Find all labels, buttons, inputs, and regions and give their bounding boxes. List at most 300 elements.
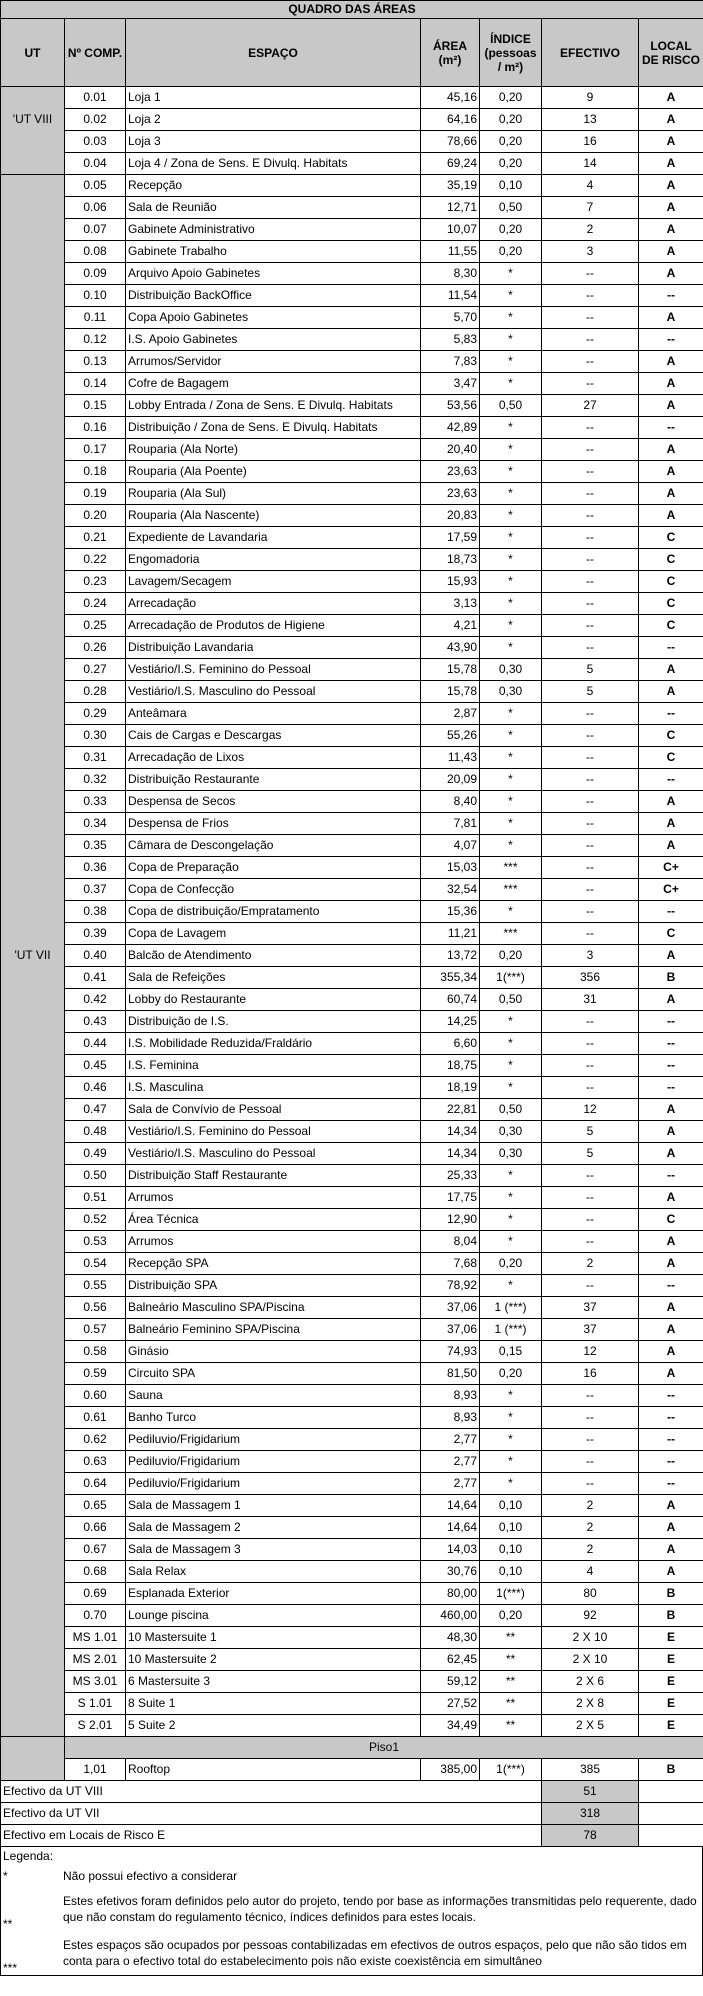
table-row bbox=[1, 571, 703, 593]
area-cell: 5,83 bbox=[421, 329, 480, 351]
efectivo-cell: -- bbox=[542, 505, 639, 527]
comp-cell: 0.35 bbox=[65, 835, 126, 857]
ut-cell bbox=[1, 219, 65, 241]
header-area: ÁREA (m²) bbox=[421, 19, 480, 87]
ut-cell: 'UT VII bbox=[1, 945, 65, 967]
efectivo-cell: 31 bbox=[542, 989, 639, 1011]
risco-cell: A bbox=[639, 439, 703, 461]
indice-cell: * bbox=[480, 1451, 542, 1473]
table-row bbox=[1, 483, 703, 505]
ut-cell bbox=[1, 923, 65, 945]
efectivo-cell: 2 bbox=[542, 1495, 639, 1517]
ut-cell bbox=[1, 1561, 65, 1583]
comp-cell: 0.70 bbox=[65, 1605, 126, 1627]
ut-cell bbox=[1, 1539, 65, 1561]
comp-cell: 0.68 bbox=[65, 1561, 126, 1583]
ut-cell bbox=[1, 769, 65, 791]
indice-cell: 0,15 bbox=[480, 1341, 542, 1363]
comp-cell: 0.43 bbox=[65, 1011, 126, 1033]
ut-cell bbox=[1, 835, 65, 857]
ut-cell bbox=[1, 791, 65, 813]
indice-cell: 1 (***) bbox=[480, 1319, 542, 1341]
risco-cell: -- bbox=[639, 769, 703, 791]
comp-cell: 0.30 bbox=[65, 725, 126, 747]
risco-cell: A bbox=[639, 945, 703, 967]
table-row bbox=[1, 1671, 703, 1693]
risco-cell: A bbox=[639, 1561, 703, 1583]
table-row bbox=[1, 329, 703, 351]
indice-cell: ** bbox=[480, 1715, 542, 1737]
table-row bbox=[1, 923, 703, 945]
legend-text: Estes espaços são ocupados por pessoas contabilizadas em efectivos de outros espaços, pelo que não são tidos em conta para o efectivo total do estabelecimento pois não existe coexistência em simultâneo bbox=[63, 1938, 687, 1968]
indice-cell: * bbox=[480, 835, 542, 857]
legend-title: Legenda: bbox=[0, 1847, 703, 1865]
comp-cell: 0.33 bbox=[65, 791, 126, 813]
ut-cell bbox=[1, 1759, 65, 1781]
comp-cell: 0.62 bbox=[65, 1429, 126, 1451]
ut-cell bbox=[1, 1319, 65, 1341]
ut-cell bbox=[1, 659, 65, 681]
ut-cell bbox=[1, 1143, 65, 1165]
espaco-cell: Engomadoria bbox=[126, 549, 421, 571]
ut-cell bbox=[1, 747, 65, 769]
table-row bbox=[1, 945, 703, 967]
legend-symbol: ** bbox=[3, 1917, 13, 1931]
header-comp: Nº COMP. bbox=[65, 19, 126, 87]
efectivo-cell: 12 bbox=[542, 1341, 639, 1363]
efectivo-cell: 2 bbox=[542, 1517, 639, 1539]
risco-cell: A bbox=[639, 791, 703, 813]
table-row bbox=[1, 1407, 703, 1429]
espaco-cell: Anteâmara bbox=[126, 703, 421, 725]
efectivo-cell: -- bbox=[542, 637, 639, 659]
efectivo-cell: -- bbox=[542, 1231, 639, 1253]
espaco-cell: Copa de Confecção bbox=[126, 879, 421, 901]
indice-cell: * bbox=[480, 1407, 542, 1429]
efectivo-cell: -- bbox=[542, 615, 639, 637]
area-cell: 385,00 bbox=[421, 1759, 480, 1781]
area-cell: 17,59 bbox=[421, 527, 480, 549]
espaco-cell: Gabinete Administrativo bbox=[126, 219, 421, 241]
risco-cell: A bbox=[639, 153, 703, 175]
risco-cell: A bbox=[639, 307, 703, 329]
comp-cell: 0.48 bbox=[65, 1121, 126, 1143]
risco-cell: A bbox=[639, 373, 703, 395]
total-row bbox=[1, 1825, 703, 1847]
risco-cell: A bbox=[639, 175, 703, 197]
espaco-cell: Banho Turco bbox=[126, 1407, 421, 1429]
area-cell: 8,93 bbox=[421, 1385, 480, 1407]
area-cell: 74,93 bbox=[421, 1341, 480, 1363]
area-cell: 48,30 bbox=[421, 1627, 480, 1649]
efectivo-cell: 2 bbox=[542, 219, 639, 241]
espaco-cell: Copa de distribuição/Empratamento bbox=[126, 901, 421, 923]
area-cell: 59,12 bbox=[421, 1671, 480, 1693]
area-cell: 2,77 bbox=[421, 1451, 480, 1473]
espaco-cell: Vestiário/I.S. Feminino do Pessoal bbox=[126, 659, 421, 681]
indice-cell: * bbox=[480, 769, 542, 791]
comp-cell: 0.52 bbox=[65, 1209, 126, 1231]
risco-cell: -- bbox=[639, 703, 703, 725]
comp-cell: 0.40 bbox=[65, 945, 126, 967]
efectivo-cell: 27 bbox=[542, 395, 639, 417]
ut-cell bbox=[1, 153, 65, 175]
area-cell: 20,40 bbox=[421, 439, 480, 461]
efectivo-cell: -- bbox=[542, 1209, 639, 1231]
efectivo-cell: 80 bbox=[542, 1583, 639, 1605]
legend-item bbox=[0, 1865, 703, 1887]
comp-cell: 0.69 bbox=[65, 1583, 126, 1605]
comp-cell: 0.19 bbox=[65, 483, 126, 505]
ut-cell bbox=[1, 1077, 65, 1099]
indice-cell: * bbox=[480, 571, 542, 593]
risco-cell: A bbox=[639, 109, 703, 131]
table-row bbox=[1, 1341, 703, 1363]
espaco-cell: Sala de Reunião bbox=[126, 197, 421, 219]
espaco-cell: Área Técnica bbox=[126, 1209, 421, 1231]
comp-cell: 0.51 bbox=[65, 1187, 126, 1209]
comp-cell: 0.06 bbox=[65, 197, 126, 219]
espaco-cell: Recepção bbox=[126, 175, 421, 197]
ut-cell bbox=[1, 1099, 65, 1121]
indice-cell: 0,50 bbox=[480, 197, 542, 219]
total-value: 78 bbox=[542, 1825, 639, 1847]
indice-cell: 0,30 bbox=[480, 659, 542, 681]
indice-cell: * bbox=[480, 1165, 542, 1187]
efectivo-cell: -- bbox=[542, 417, 639, 439]
espaco-cell: Arrumos/Servidor bbox=[126, 351, 421, 373]
table-row bbox=[1, 1077, 703, 1099]
table-row bbox=[1, 857, 703, 879]
risco-cell: A bbox=[639, 1099, 703, 1121]
area-cell: 11,55 bbox=[421, 241, 480, 263]
table-row bbox=[1, 153, 703, 175]
comp-cell: 0.56 bbox=[65, 1297, 126, 1319]
area-cell: 15,93 bbox=[421, 571, 480, 593]
risco-cell: C+ bbox=[639, 879, 703, 901]
efectivo-cell: -- bbox=[542, 857, 639, 879]
ut-cell bbox=[1, 1253, 65, 1275]
risco-cell: A bbox=[639, 681, 703, 703]
indice-cell: 0,20 bbox=[480, 109, 542, 131]
ut-cell bbox=[1, 1209, 65, 1231]
efectivo-cell: -- bbox=[542, 747, 639, 769]
comp-cell: 0.39 bbox=[65, 923, 126, 945]
area-cell: 18,75 bbox=[421, 1055, 480, 1077]
efectivo-cell: 2 X 8 bbox=[542, 1693, 639, 1715]
table-row bbox=[1, 989, 703, 1011]
efectivo-cell: 5 bbox=[542, 1143, 639, 1165]
comp-cell: 0.44 bbox=[65, 1033, 126, 1055]
comp-cell: 0.25 bbox=[65, 615, 126, 637]
ut-cell bbox=[1, 1275, 65, 1297]
table-row bbox=[1, 1517, 703, 1539]
ut-cell bbox=[1, 879, 65, 901]
efectivo-cell: -- bbox=[542, 549, 639, 571]
total-label: Efectivo da UT VII bbox=[1, 1803, 542, 1825]
risco-cell: A bbox=[639, 351, 703, 373]
espaco-cell: I.S. Mobilidade Reduzida/Fraldário bbox=[126, 1033, 421, 1055]
efectivo-cell: -- bbox=[542, 373, 639, 395]
risco-cell: A bbox=[639, 989, 703, 1011]
ut-cell bbox=[1, 1121, 65, 1143]
area-cell: 8,93 bbox=[421, 1407, 480, 1429]
indice-cell: 0,10 bbox=[480, 1539, 542, 1561]
legend-items bbox=[0, 1865, 703, 1976]
ut-cell bbox=[1, 703, 65, 725]
risco-cell: A bbox=[639, 1363, 703, 1385]
efectivo-cell: -- bbox=[542, 1165, 639, 1187]
table-row bbox=[1, 813, 703, 835]
risco-cell: C bbox=[639, 747, 703, 769]
indice-cell: 0,50 bbox=[480, 395, 542, 417]
comp-cell: 0.47 bbox=[65, 1099, 126, 1121]
comp-cell: 0.64 bbox=[65, 1473, 126, 1495]
ut-cell bbox=[1, 1473, 65, 1495]
table-row bbox=[1, 1539, 703, 1561]
area-cell: 43,90 bbox=[421, 637, 480, 659]
risco-cell: E bbox=[639, 1715, 703, 1737]
espaco-cell: Sala Relax bbox=[126, 1561, 421, 1583]
risco-cell: A bbox=[639, 263, 703, 285]
table-row bbox=[1, 1165, 703, 1187]
area-cell: 37,06 bbox=[421, 1297, 480, 1319]
espaco-cell: Balneário Feminino SPA/Piscina bbox=[126, 1319, 421, 1341]
ut-cell bbox=[1, 87, 65, 109]
indice-cell: * bbox=[480, 329, 542, 351]
comp-cell: 0.49 bbox=[65, 1143, 126, 1165]
espaco-cell: Loja 2 bbox=[126, 109, 421, 131]
risco-cell: A bbox=[639, 1143, 703, 1165]
risco-cell: -- bbox=[639, 1011, 703, 1033]
indice-cell: ** bbox=[480, 1693, 542, 1715]
comp-cell: 0.10 bbox=[65, 285, 126, 307]
ut-cell bbox=[1, 417, 65, 439]
risco-cell: -- bbox=[639, 901, 703, 923]
efectivo-cell: -- bbox=[542, 1473, 639, 1495]
indice-cell: 0,20 bbox=[480, 131, 542, 153]
comp-cell: 0.36 bbox=[65, 857, 126, 879]
comp-cell: 0.05 bbox=[65, 175, 126, 197]
comp-cell: 0.04 bbox=[65, 153, 126, 175]
table-row bbox=[1, 87, 703, 109]
espaco-cell: Expediente de Lavandaria bbox=[126, 527, 421, 549]
comp-cell: 0.54 bbox=[65, 1253, 126, 1275]
ut-cell bbox=[1, 1385, 65, 1407]
espaco-cell: Cais de Cargas e Descargas bbox=[126, 725, 421, 747]
table-row bbox=[1, 1693, 703, 1715]
ut-cell bbox=[1, 439, 65, 461]
ut-cell bbox=[1, 1033, 65, 1055]
efectivo-cell: -- bbox=[542, 439, 639, 461]
table-row bbox=[1, 681, 703, 703]
area-cell: 8,04 bbox=[421, 1231, 480, 1253]
comp-cell: 0.38 bbox=[65, 901, 126, 923]
espaco-cell: Copa de Lavagem bbox=[126, 923, 421, 945]
table-row bbox=[1, 1649, 703, 1671]
espaco-cell: Sala de Massagem 1 bbox=[126, 1495, 421, 1517]
espaco-cell: Arrecadação bbox=[126, 593, 421, 615]
ut-cell bbox=[1, 857, 65, 879]
risco-cell: A bbox=[639, 505, 703, 527]
table-body bbox=[1, 87, 703, 1781]
ut-cell bbox=[1, 637, 65, 659]
risco-cell: B bbox=[639, 1583, 703, 1605]
efectivo-cell: 9 bbox=[542, 87, 639, 109]
comp-cell: 0.16 bbox=[65, 417, 126, 439]
indice-cell: ** bbox=[480, 1671, 542, 1693]
efectivo-cell: 3 bbox=[542, 945, 639, 967]
risco-cell: A bbox=[639, 659, 703, 681]
efectivo-cell: 13 bbox=[542, 109, 639, 131]
area-cell: 355,34 bbox=[421, 967, 480, 989]
ut-cell bbox=[1, 1055, 65, 1077]
comp-cell: 0.26 bbox=[65, 637, 126, 659]
risco-cell: C bbox=[639, 527, 703, 549]
risco-cell: A bbox=[639, 241, 703, 263]
efectivo-cell: -- bbox=[542, 527, 639, 549]
indice-cell: 0,20 bbox=[480, 1253, 542, 1275]
risco-cell: A bbox=[639, 197, 703, 219]
area-cell: 22,81 bbox=[421, 1099, 480, 1121]
table-row bbox=[1, 175, 703, 197]
legend-item bbox=[0, 1931, 703, 1976]
ut-cell bbox=[1, 483, 65, 505]
espaco-cell: Distribuição Restaurante bbox=[126, 769, 421, 791]
area-cell: 11,43 bbox=[421, 747, 480, 769]
indice-cell: * bbox=[480, 285, 542, 307]
efectivo-cell: -- bbox=[542, 791, 639, 813]
area-cell: 78,92 bbox=[421, 1275, 480, 1297]
comp-cell: 0.24 bbox=[65, 593, 126, 615]
comp-cell: 0.65 bbox=[65, 1495, 126, 1517]
efectivo-cell: 3 bbox=[542, 241, 639, 263]
comp-cell: S 1.01 bbox=[65, 1693, 126, 1715]
efectivo-cell: -- bbox=[542, 725, 639, 747]
espaco-cell: Cofre de Bagagem bbox=[126, 373, 421, 395]
totals-body bbox=[1, 1781, 703, 1847]
risco-cell: C bbox=[639, 615, 703, 637]
efectivo-cell: 2 X 6 bbox=[542, 1671, 639, 1693]
risco-cell: C bbox=[639, 549, 703, 571]
comp-cell: 0.17 bbox=[65, 439, 126, 461]
table-row bbox=[1, 131, 703, 153]
ut-cell bbox=[1, 505, 65, 527]
ut-cell bbox=[1, 1297, 65, 1319]
espaco-cell: Loja 3 bbox=[126, 131, 421, 153]
indice-cell: * bbox=[480, 1209, 542, 1231]
risco-cell: -- bbox=[639, 1077, 703, 1099]
area-cell: 14,64 bbox=[421, 1495, 480, 1517]
ut-cell bbox=[1, 571, 65, 593]
indice-cell: * bbox=[480, 593, 542, 615]
area-cell: 3,13 bbox=[421, 593, 480, 615]
espaco-cell: Rouparia (Ala Sul) bbox=[126, 483, 421, 505]
risco-cell: A bbox=[639, 219, 703, 241]
espaco-cell: Vestiário/I.S. Masculino do Pessoal bbox=[126, 681, 421, 703]
risco-cell: -- bbox=[639, 1451, 703, 1473]
table-row bbox=[1, 373, 703, 395]
area-cell: 10,07 bbox=[421, 219, 480, 241]
comp-cell: 0.01 bbox=[65, 87, 126, 109]
espaco-cell: I.S. Feminina bbox=[126, 1055, 421, 1077]
area-cell: 60,74 bbox=[421, 989, 480, 1011]
table-row bbox=[1, 1033, 703, 1055]
risco-cell: B bbox=[639, 1759, 703, 1781]
efectivo-cell: 385 bbox=[542, 1759, 639, 1781]
table-row bbox=[1, 285, 703, 307]
comp-cell: 0.13 bbox=[65, 351, 126, 373]
indice-cell: * bbox=[480, 1033, 542, 1055]
risco-cell: A bbox=[639, 1231, 703, 1253]
table-row bbox=[1, 703, 703, 725]
ut-cell bbox=[1, 131, 65, 153]
espaco-cell: Arrumos bbox=[126, 1187, 421, 1209]
total-spacer bbox=[639, 1781, 703, 1803]
indice-cell: * bbox=[480, 1385, 542, 1407]
comp-cell: 0.53 bbox=[65, 1231, 126, 1253]
indice-cell: * bbox=[480, 615, 542, 637]
ut-cell bbox=[1, 989, 65, 1011]
comp-cell: 0.28 bbox=[65, 681, 126, 703]
indice-cell: ** bbox=[480, 1649, 542, 1671]
table-row bbox=[1, 1363, 703, 1385]
table-row bbox=[1, 1187, 703, 1209]
efectivo-cell: 4 bbox=[542, 175, 639, 197]
area-cell: 7,83 bbox=[421, 351, 480, 373]
indice-cell: * bbox=[480, 527, 542, 549]
indice-cell: 0,30 bbox=[480, 681, 542, 703]
risco-cell: A bbox=[639, 813, 703, 835]
table-row bbox=[1, 263, 703, 285]
comp-cell: 0.60 bbox=[65, 1385, 126, 1407]
comp-cell: 0.57 bbox=[65, 1319, 126, 1341]
risco-cell: C+ bbox=[639, 857, 703, 879]
table-row bbox=[1, 1715, 703, 1737]
ut-cell bbox=[1, 549, 65, 571]
area-cell: 37,06 bbox=[421, 1319, 480, 1341]
espaco-cell: Pediluvio/Frigidarium bbox=[126, 1473, 421, 1495]
ut-cell bbox=[1, 1187, 65, 1209]
efectivo-cell: -- bbox=[542, 769, 639, 791]
area-cell: 460,00 bbox=[421, 1605, 480, 1627]
indice-cell: * bbox=[480, 461, 542, 483]
area-cell: 32,54 bbox=[421, 879, 480, 901]
table-row bbox=[1, 1429, 703, 1451]
comp-cell: 0.34 bbox=[65, 813, 126, 835]
ut-cell bbox=[1, 285, 65, 307]
indice-cell: * bbox=[480, 1429, 542, 1451]
efectivo-cell: -- bbox=[542, 483, 639, 505]
efectivo-cell: -- bbox=[542, 461, 639, 483]
table-row bbox=[1, 1055, 703, 1077]
area-cell: 15,03 bbox=[421, 857, 480, 879]
indice-cell: 0,20 bbox=[480, 1363, 542, 1385]
ut-cell bbox=[1, 1583, 65, 1605]
area-cell: 5,70 bbox=[421, 307, 480, 329]
area-cell: 69,24 bbox=[421, 153, 480, 175]
total-value: 51 bbox=[542, 1781, 639, 1803]
table-row bbox=[1, 1011, 703, 1033]
risco-cell: -- bbox=[639, 1033, 703, 1055]
indice-cell: 0,10 bbox=[480, 1561, 542, 1583]
ut-cell bbox=[1, 1363, 65, 1385]
ut-cell bbox=[1, 263, 65, 285]
comp-cell: 0.07 bbox=[65, 219, 126, 241]
indice-cell: * bbox=[480, 1187, 542, 1209]
risco-cell: B bbox=[639, 1605, 703, 1627]
comp-cell: MS 3.01 bbox=[65, 1671, 126, 1693]
